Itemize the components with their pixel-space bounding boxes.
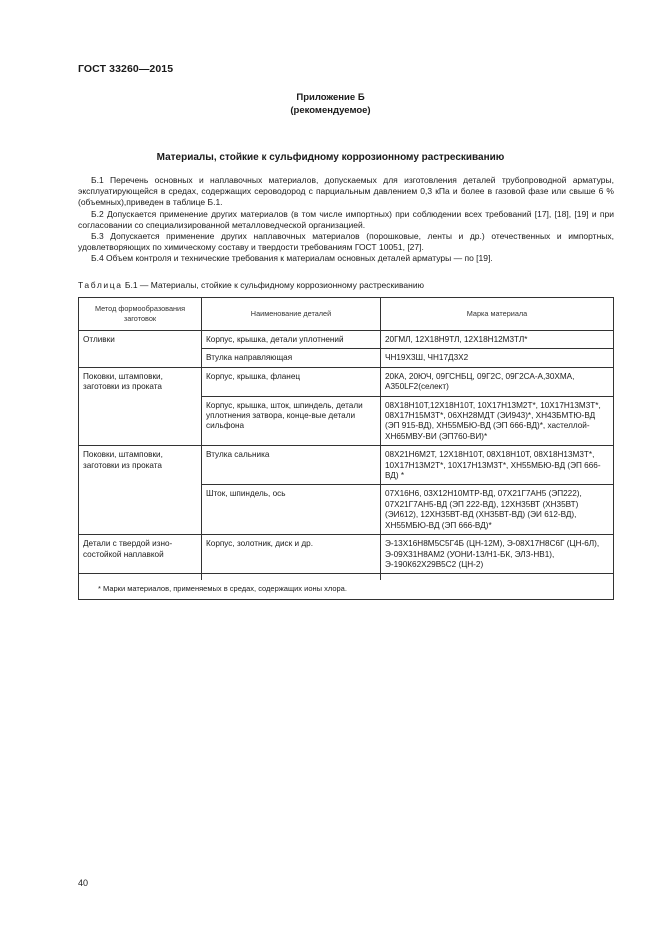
material-cell: 08Х18Н10Т,12Х18Н10Т, 10Х17Н13М2Т*, 10Х17Н13М3Т*, 08Х17Н15М3Т*, 06ХН28МДТ (ЭИ943)*, ХН43БМТЮ-ВД (ЭП 915-ВД), ХН55МБЮ-ВД (ЭП 666-ВД)*, хастеллой-ХН65МВУ-ВИ (ЭП760-ВИ)*	[381, 396, 614, 446]
table-caption-word: Таблица	[78, 280, 123, 290]
method-cell: Поковки, штамповки, заготовки из проката	[79, 446, 202, 535]
part-cell: Корпус, золотник, диск и др.	[202, 535, 381, 574]
table-caption	[78, 280, 424, 290]
part-cell: Втулка направляющая	[202, 349, 381, 367]
table-footnote: * Марки материалов, применяемых в средах, содержащих ионы хлора.	[79, 580, 614, 599]
paragraph-b3: Б.3 Допускается применение других наплавочных материалов (порошковые, ленты и др.) отечественных и импортных, удовлетворяющих по химическому составу и твердости требованиям ГОСТ 10051, [27].	[78, 231, 614, 253]
part-cell: Корпус, крышка, фланец	[202, 367, 381, 396]
appendix-status: (рекомендуемое)	[290, 105, 371, 116]
paragraph-b4: Б.4 Объем контроля и технические требования к материалам основных деталей арматуры — по [19].	[91, 253, 493, 264]
table-caption-text: Б.1 — Материалы, стойкие к сульфидному коррозионному растрескиванию	[124, 280, 424, 290]
method-cell: Поковки, штамповки, заготовки из проката	[79, 367, 202, 445]
part-cell: Корпус, крышка, шток, шпиндель, детали уплотнения затвора, конце-вые детали сильфона	[202, 396, 381, 446]
page-number: 40	[78, 878, 89, 888]
material-cell: 20ГМЛ, 12Х18Н9ТЛ, 12Х18Н12М3ТЛ*	[381, 331, 614, 349]
body-text	[78, 175, 614, 265]
material-cell: ЧН19Х3Ш, ЧН17Д3Х2	[381, 349, 614, 367]
table-row	[79, 367, 614, 396]
material-cell: Э-13Х16Н8М5С5Г4Б (ЦН-12М), Э-08Х17Н8С6Г (ЦН-6Л), Э-09Х31Н8АМ2 (УОНИ-13/Н1-БК, ЭЛЗ-НВ1), Э-190К62Х29В5С2 (ЦН-2)	[381, 535, 614, 574]
table-row	[79, 535, 614, 574]
material-cell: 07Х16Н6, 03Х12Н10МТР-ВД, 07Х21Г7АН5 (ЭП222), 07Х21Г7АН5-ВД (ЭП 222-ВД), 12ХН35ВТ (ХН35ВТ) (ЭИ612), 12ХН35ВТ-ВД (ХН35ВТ-ВД) (ЭИ 612-ВД), ХН55МБЮ-ВД (ЭП 666-ВД)*	[381, 485, 614, 535]
table-header-row	[79, 298, 614, 331]
method-cell: Отливки	[79, 331, 202, 368]
table-footnote-row	[79, 580, 614, 599]
appendix-title: Приложение Б	[296, 92, 365, 103]
method-cell: Детали с твердой изно-состойкой наплавкой	[79, 535, 202, 574]
document-code: ГОСТ 33260—2015	[78, 63, 174, 75]
paragraph-b2: Б.2 Допускается применение других материалов (в том числе импортных) при соблюдении всех требований [17], [18], [19] и при согласовании со специализированной металловедческой организацией.	[78, 208, 614, 230]
paragraph-b1: Б.1 Перечень основных и наплавочных материалов, допускаемых для изготовления деталей трубопроводной арматуры, эксплуатирующейся в средах, содержащих сероводород с парциальным давлением 0,3 кПа и более в газовой фазе или свыше 6 % (объемных),приведен в таблице Б.1.	[78, 175, 614, 208]
header-material: Марка материала	[381, 298, 614, 331]
material-cell: 08Х21Н6М2Т, 12Х18Н10Т, 08Х18Н10Т, 08Х18Н13М3Т*, 10Х17Н13М2Т*, 10Х17Н13М3Т*, ХН55МБЮ-ВД (ЭП 666-ВД) *	[381, 446, 614, 485]
part-cell: Втулка сальника	[202, 446, 381, 485]
part-cell: Корпус, крышка, детали уплотнений	[202, 331, 381, 349]
table-row	[79, 331, 614, 349]
materials-table	[78, 297, 614, 600]
part-cell: Шток, шпиндель, ось	[202, 485, 381, 535]
material-cell: 20КА, 20ЮЧ, 09ГСНБЦ, 09Г2С, 09Г2СА-А,30ХМА, A350LF2(селект)	[381, 367, 614, 396]
header-method: Метод формообразования заготовок	[79, 298, 202, 331]
header-part: Наименование деталей	[202, 298, 381, 331]
section-title: Материалы, стойкие к сульфидному коррозионному растрескиванию	[156, 152, 505, 163]
table-row	[79, 446, 614, 485]
